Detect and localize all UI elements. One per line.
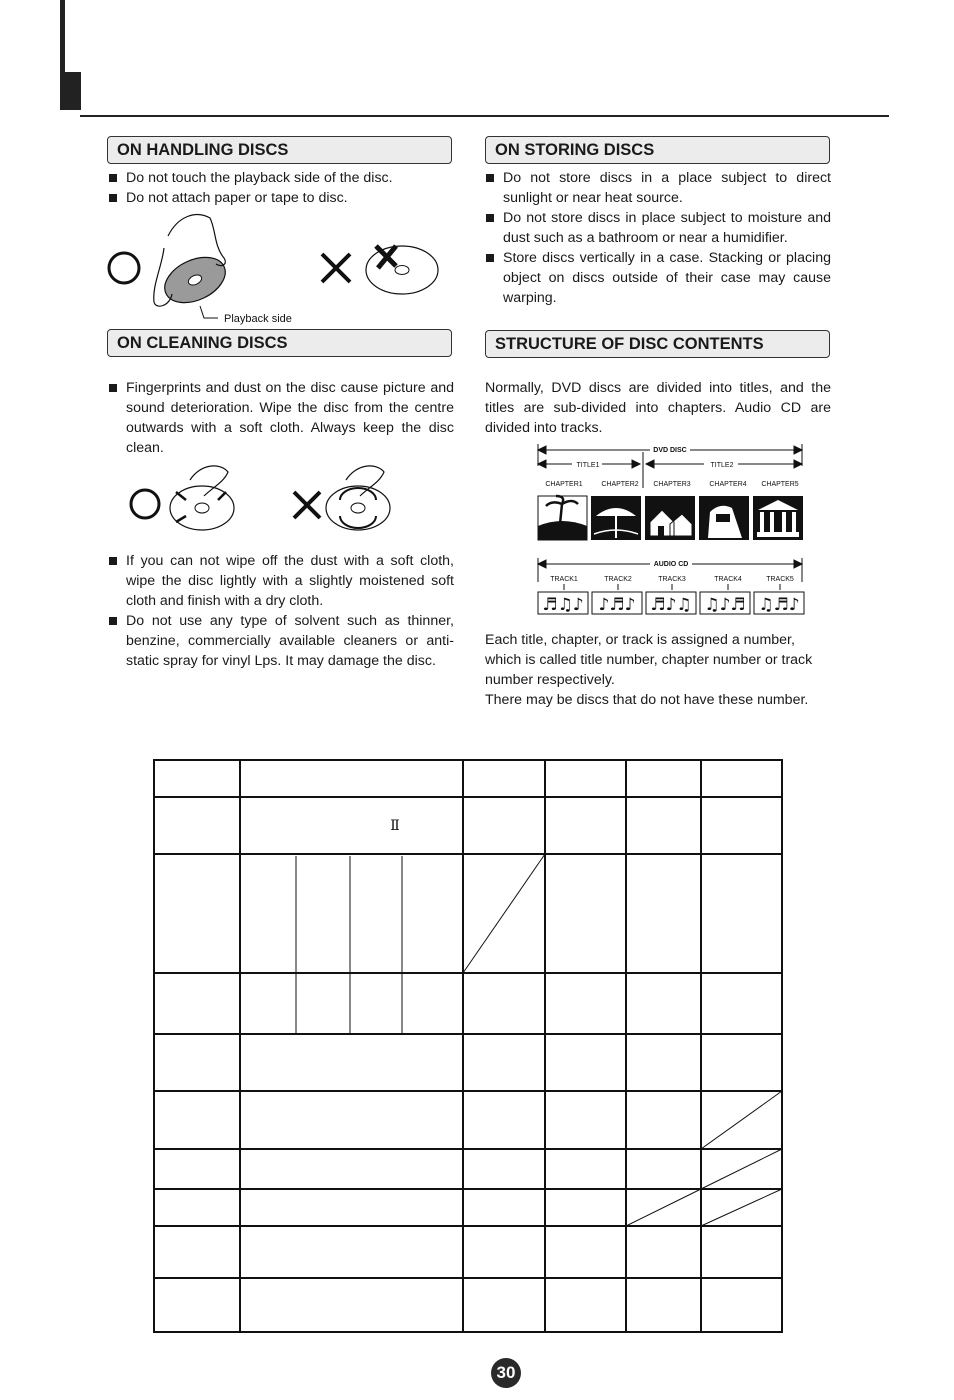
chapter-label-1: CHAPTER1: [545, 481, 583, 488]
correct-circle-icon: [131, 490, 159, 518]
playback-side-label: Playback side: [224, 313, 292, 325]
palm-island-icon: [538, 496, 587, 540]
handling-list: [108, 168, 453, 208]
structure-heading: STRUCTURE OF DISC CONTENTS: [485, 330, 830, 358]
temple-icon: [753, 496, 803, 540]
header-rule: [80, 115, 889, 117]
storing-bullet-3: Store discs vertically in a case. Stacking or placing object on discs outside of their case may cause warping.: [485, 248, 831, 308]
svg-text:♫♪♬: ♫♪♬: [704, 595, 746, 615]
wipe-circular-disc-icon: [326, 466, 390, 530]
cleaning-bullet-3: Do not use any type of solvent such as thinner, benzine, commercially available cleaners or anti-static spray for vinyl Lps. It may damage the disc.: [108, 611, 454, 671]
audio-cd-structure-diagram: [532, 556, 808, 618]
table-grid: [154, 760, 782, 1332]
dvd-disc-label: DVD DISC: [653, 447, 687, 454]
music-notes-icons: [538, 592, 804, 615]
cleaning-bullet-1: Fingerprints and dust on the disc cause picture and sound deterioration. Wipe the disc from the centre outwards with a soft cloth. Always keep the disc clean.: [108, 378, 454, 458]
houses-icon: [645, 496, 695, 540]
hand-holding-disc-icon: [154, 215, 233, 318]
wrong-cross-icon: [322, 254, 350, 282]
svg-text:♬♫♪: ♬♫♪: [542, 595, 584, 615]
handling-heading: ON HANDLING DISCS: [107, 136, 452, 164]
chapter-label-5: CHAPTER5: [761, 481, 799, 488]
cleaning-bullet-2: If you can not wipe off the dust with a soft cloth, wipe the disc lightly with a slightly moistened soft cloth and finish with a dry cloth.: [108, 551, 454, 611]
structure-outro-2: There may be discs that do not have these number.: [485, 692, 809, 708]
structure-outro-1: Each title, chapter, or track is assigned a number, which is called title number, chapter number or track number respectively.: [485, 632, 813, 688]
beach-umbrella-icon: [591, 496, 641, 540]
wipe-outward-disc-icon: [170, 466, 234, 530]
cleaning-illustration: [120, 460, 400, 540]
dvd-structure-diagram: [532, 442, 808, 546]
track-label-1: TRACK1: [550, 576, 578, 583]
handling-illustration: [100, 206, 455, 330]
handling-bullet-1: Do not touch the playback side of the disc.: [108, 168, 453, 188]
storing-list: [485, 168, 831, 308]
track-label-4: TRACK4: [714, 576, 742, 583]
track-label-5: TRACK5: [766, 576, 794, 583]
cleaning-list-2: [108, 551, 454, 671]
disc-with-tape-icon: [366, 246, 438, 294]
roman-numeral-mark: Ⅱ: [390, 818, 400, 834]
storing-bullet-1: Do not store discs in a place subject to direct sunlight or near heat source.: [485, 168, 831, 208]
title-label-2: TITLE2: [710, 462, 734, 469]
header-tab-block: [60, 72, 81, 110]
disc-type-table: [150, 756, 786, 1336]
storing-heading: ON STORING DISCS: [485, 136, 830, 164]
svg-text:♬♪♫: ♬♪♫: [650, 595, 692, 615]
title-label-1: TITLE1: [576, 462, 600, 469]
header-tab-bar: [60, 0, 65, 80]
chapter-label-3: CHAPTER3: [653, 481, 691, 488]
chapter-label-4: CHAPTER4: [709, 481, 747, 488]
page-number: 30: [496, 1363, 516, 1382]
structure-intro: Normally, DVD discs are divided into titles, and the titles are sub-divided into chapters. Audio CD are divided into tracks.: [485, 380, 831, 436]
train-icon: [699, 496, 749, 540]
svg-text:♪♬♪: ♪♬♪: [598, 595, 636, 615]
cleaning-list-1: [108, 378, 454, 458]
track-label-3: TRACK3: [658, 576, 686, 583]
audio-cd-label: AUDIO CD: [653, 561, 689, 568]
handling-bullet-2: Do not attach paper or tape to disc.: [108, 188, 453, 208]
storing-bullet-2: Do not store discs in place subject to moisture and dust such as a bathroom or near a humidifier.: [485, 208, 831, 248]
track-label-2: TRACK2: [604, 576, 632, 583]
chapter-thumbnails: [538, 496, 803, 540]
correct-circle-icon: [109, 253, 139, 283]
chapter-label-2: CHAPTER2: [601, 481, 639, 488]
cleaning-heading: ON CLEANING DISCS: [107, 329, 452, 357]
wrong-cross-icon: [294, 492, 320, 518]
svg-text:♫♬♪: ♫♬♪: [758, 595, 800, 615]
